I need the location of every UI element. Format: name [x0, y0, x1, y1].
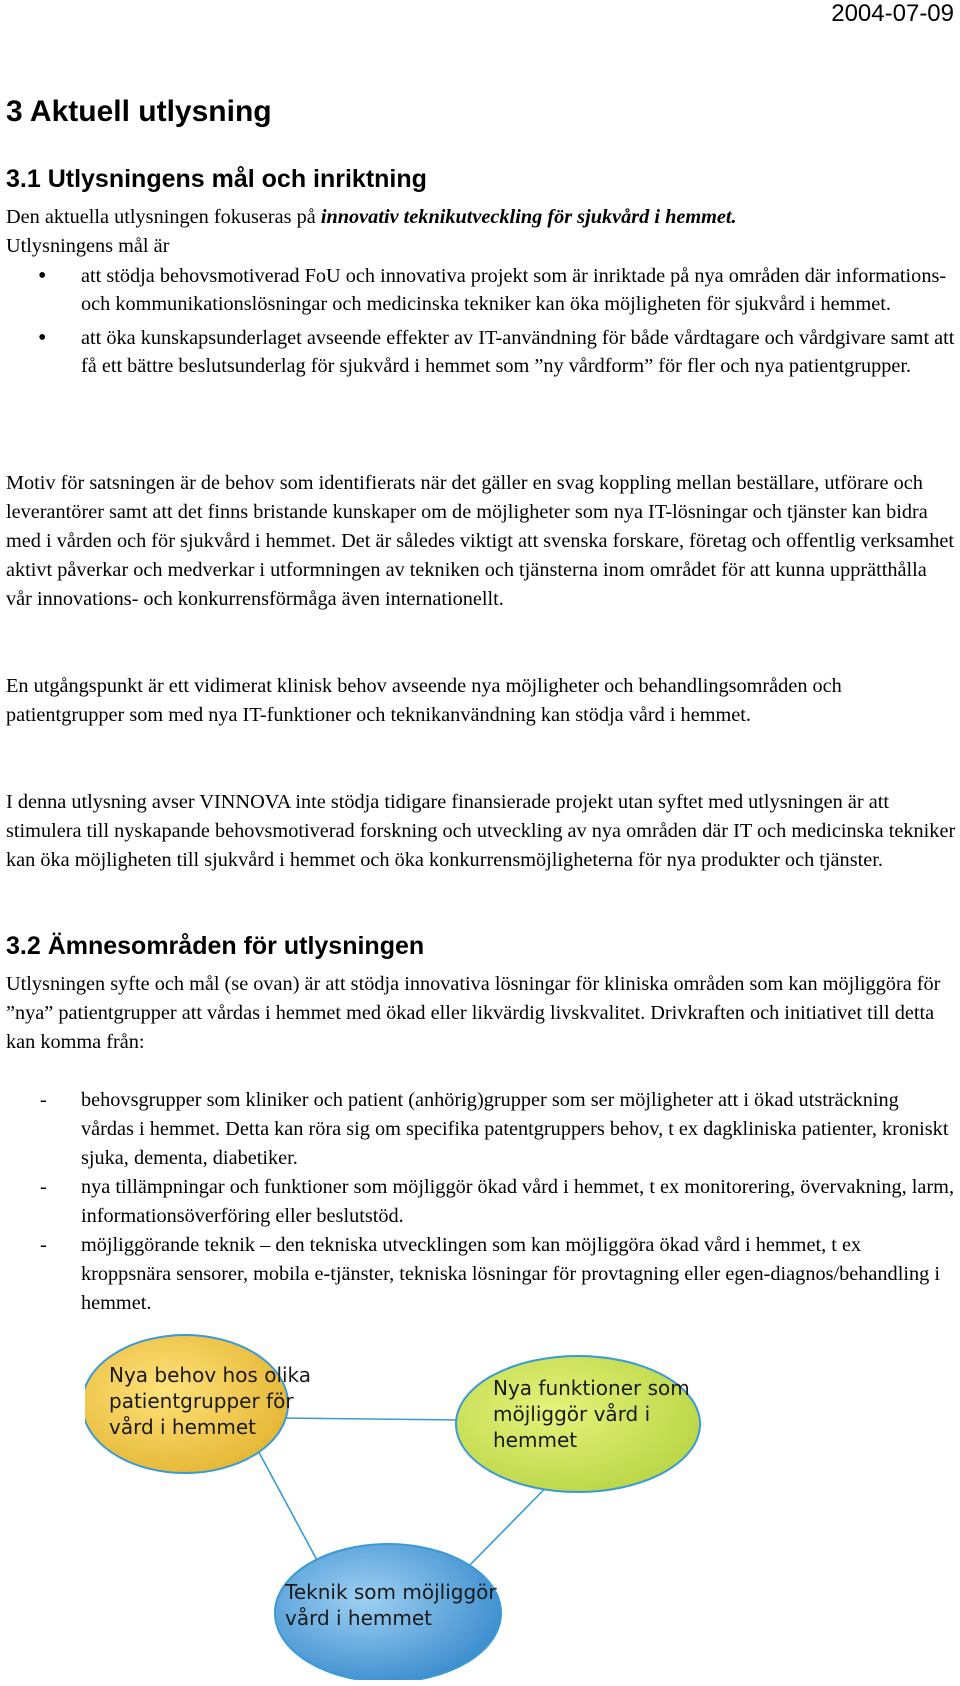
dash-marker: -	[40, 1176, 47, 1198]
section-3-2-intro: Utlysningen syfte och mål (se ovan) är att stödja innovativa lösningar för kliniska områden som kan möjliggöra för ”nya” patientgrupper att vårdas i hemmet med ökad eller likvärdig livskvalitet. Drivkraften och initiativet till detta kan komma från:	[6, 973, 941, 1053]
driver-item-text: nya tillämpningar och funktioner som möjliggör ökad vård i hemmet, t ex monitorering, övervakning, larm, informationsöverföring eller beslutstöd.	[81, 1176, 955, 1227]
driver-item	[0, 1173, 955, 1231]
section-3-title: 3 Aktuell utlysning	[6, 95, 272, 128]
ellipse-label: möjliggör vård i	[493, 1402, 651, 1426]
intro-prefix: Den aktuella utlysningen fokuseras på	[6, 206, 321, 228]
ellipse-label: Nya funktioner som	[493, 1376, 690, 1400]
ellipse-label: Nya behov hos olika	[109, 1363, 312, 1387]
header-date: 2004-07-09	[831, 0, 954, 27]
goal-bullet-item	[0, 262, 955, 318]
driver-diagram	[85, 1330, 845, 1685]
driver-item	[0, 1086, 955, 1173]
motiv-paragraph: Motiv för satsningen är de behov som identifierats när det gäller en svag koppling mellan beställare, utförare och leverantörer samt att det finns bristande kunskaper om de möjligheter som nya IT-lösningar och tjänster kan bidra med i vården och för sjukvård i hemmet. Det är således viktigt att svenska forskare, företag och offentlig verksamhet aktivt påverkar och medverkar i utformningen av tekniken och tjänsterna inom området för att kunna upprätthålla vår innovations- och konkurrensförmåga även internationellt.	[6, 472, 955, 610]
ellipse-label: patientgrupper för	[109, 1389, 294, 1413]
bullet-dot-icon: •	[38, 325, 47, 351]
driver-item-text: möjliggörande teknik – den tekniska utvecklingen som kan möjliggöra ökad vård i hemmet, t ex kroppsnära sensorer, mobila e-tjänster, tekniska lösningar för provtagning eller egen-diagnos/behandling i hemmet.	[81, 1234, 940, 1314]
ellipse-label-group	[109, 1363, 690, 1630]
section-3-1-title: 3.1 Utlysningens mål och inriktning	[6, 165, 427, 193]
driver-diagram-svg	[85, 1330, 845, 1680]
connector-line	[255, 1445, 325, 1575]
dash-marker: -	[40, 1089, 47, 1111]
intro-paragraph	[6, 203, 956, 232]
goal-bullet-text: att stödja behovsmotiverad FoU och innovativa projekt som är inriktade på nya områden där informations- och kommunikationslösningar och medicinska tekniker kan öka möjligheten för sjukvård i hemmet.	[81, 265, 947, 315]
intro-emphasis: innovativ teknikutveckling för sjukvård i hemmet.	[320, 206, 737, 228]
bullet-dot-icon: •	[38, 263, 47, 289]
connector-line	[280, 1418, 460, 1420]
goal-bullet-item	[0, 324, 955, 380]
goals-lead: Utlysningens mål är	[6, 235, 170, 257]
ellipse-label: vård i hemmet	[109, 1415, 257, 1439]
driver-item-text: behovsgrupper som kliniker och patient (anhörig)grupper som ser möjligheter att i ökad utsträckning vårdas i hemmet. Detta kan röra sig om specifika patentgruppers behov, t ex dagkliniska patienter, kroniskt sjuka, dementa, diabetiker.	[81, 1089, 949, 1169]
goal-bullet-text: att öka kunskapsunderlaget avseende effekter av IT-användning för både vårdtagare och vårdgivare samt att få ett bättre beslutsunderlag för sjukvård i hemmet som ”ny vårdform” för fler och nya patientgrupper.	[81, 327, 955, 377]
ellipse-label: hemmet	[493, 1428, 578, 1452]
driver-dash-list	[0, 1086, 955, 1318]
section-3-2-title: 3.2 Ämnesområden för utlysningen	[6, 932, 425, 960]
goals-bullet-list	[0, 262, 955, 380]
ellipse-label: vård i hemmet	[285, 1606, 433, 1630]
dash-marker: -	[40, 1234, 47, 1256]
ellipse-label: Teknik som möjliggör	[285, 1580, 497, 1604]
utgangspunkt-paragraph: En utgångspunkt är ett vidimerat klinisk behov avseende nya möjligheter och behandlingsområden och patientgrupper som med nya IT-funktioner och teknikanvändning kan stödja vård i hemmet.	[6, 675, 842, 726]
driver-item	[0, 1231, 955, 1318]
vinnova-paragraph: I denna utlysning avser VINNOVA inte stödja tidigare finansierade projekt utan syftet med utlysningen är att stimulera till nyskapande behovsmotiverad forskning och utveckling av nya områden där IT och medicinska tekniker kan öka möjligheten till sjukvård i hemmet och öka konkurrensmöjligheterna för nya produkter och tjänster.	[6, 791, 956, 871]
